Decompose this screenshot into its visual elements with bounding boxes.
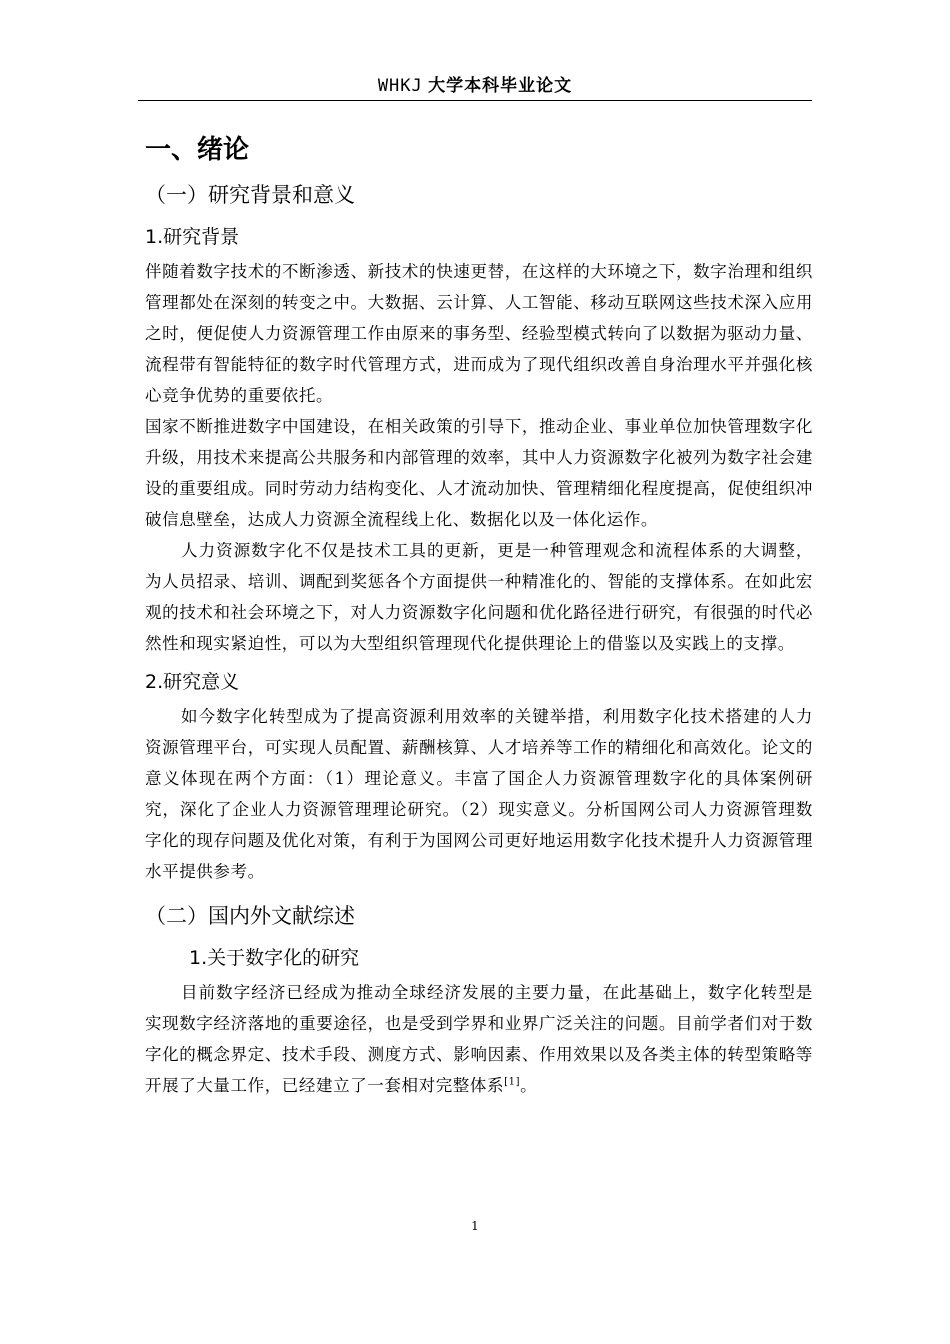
header-title: 大学本科毕业论文: [428, 76, 573, 96]
paragraph-text: 目前数字经济已经成为推动全球经济发展的主要力量，在此基础上，数字化转型是实现数字经济落地的重要途径，也是受到学界和业界广泛关注的问题。目前学者们对于数字化的概念界定、技术手段、测度方式、影响因素、作用效果以及各类主体的转型策略等开展了大量工作，已经建立了一套相对完整体系: [145, 983, 813, 1095]
page-number: 1: [471, 1219, 479, 1233]
paragraph: 如今数字化转型成为了提高资源利用效率的关键举措，利用数字化技术搭建的人力资源管理平台，可实现人员配置、薪酬核算、人才培养等工作的精细化和高效化。论文的意义体现在两个方面：（1）理论意义。丰富了国企人力资源管理数字化的具体案例研究，深化了企业人力资源管理理论研究。（2）现实意义。分析国网公司人力资源管理数字化的现存问题及优化对策，有利于为国网公司更好地运用数字化技术提升人力资源管理水平提供参考。: [145, 707, 813, 881]
page-header: [138, 74, 812, 101]
chapter-title: 一、绪论: [145, 135, 250, 165]
paragraph: [145, 977, 813, 1101]
citation-marker: [1]: [504, 1076, 521, 1088]
header-brand: WHKJ: [377, 76, 423, 96]
subsection-title-digitalization-research: 1.关于数字化的研究: [189, 947, 360, 969]
paragraph-end: 。: [520, 1076, 538, 1095]
document-body: [145, 128, 813, 1101]
subsection-title-significance: 2.研究意义: [145, 671, 240, 693]
subsection-title-background: 1.研究背景: [145, 226, 240, 248]
paragraph: 人力资源数字化不仅是技术工具的更新，更是一种管理观念和流程体系的大调整，为人员招录、培训、调配到奖惩各个方面提供一种精准化的、智能的支撑体系。在如此宏观的技术和社会环境之下，对人力资源数字化问题和优化路径进行研究，有很强的时代必然性和现实紧迫性，可以为大型组织管理现代化提供理论上的借鉴以及实践上的支撑。: [145, 541, 813, 653]
section-title-literature-review: （二）国内外文献综述: [145, 904, 355, 928]
paragraph: 伴随着数字技术的不断渗透、新技术的快速更替，在这样的大环境之下，数字治理和组织管理都处在深刻的转变之中。大数据、云计算、人工智能、移动互联网这些技术深入应用之时，便促使人力资源管理工作由原来的事务型、经验型模式转向了以数据为驱动力量、流程带有智能特征的数字时代管理方式，进而成为了现代组织改善自身治理水平并强化核心竞争优势的重要依托。: [145, 262, 813, 405]
section-title-background: （一）研究背景和意义: [145, 183, 355, 207]
paragraph: 国家不断推进数字中国建设，在相关政策的引导下，推动企业、事业单位加快管理数字化升级，用技术来提高公共服务和内部管理的效率，其中人力资源数字化被列为数字社会建设的重要组成。同时劳动力结构变化、人才流动加快、管理精细化程度提高，促使组织冲破信息壁垒，达成人力资源全流程线上化、数据化以及一体化运作。: [145, 417, 813, 529]
